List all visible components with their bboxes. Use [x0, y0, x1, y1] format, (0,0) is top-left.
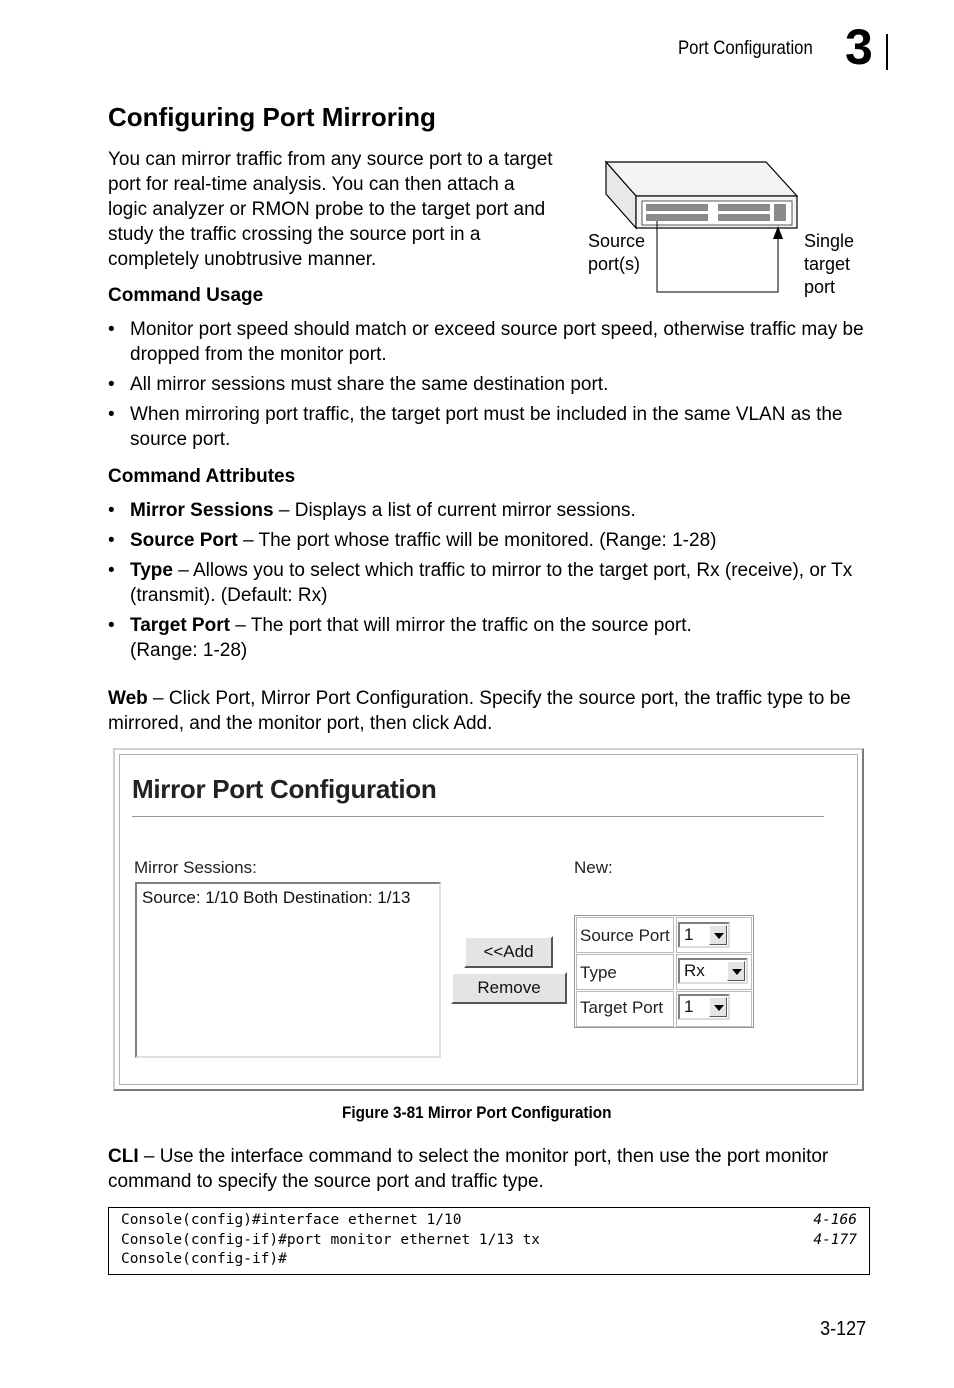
command-attributes-heading: Command Attributes	[108, 466, 296, 487]
chevron-down-icon[interactable]	[709, 997, 727, 1017]
type-label-cell: Type	[576, 954, 674, 990]
mirror-sessions-listbox[interactable]	[135, 882, 441, 1058]
chapter-divider	[886, 34, 888, 70]
list-item: • Source Port – The port whose traffic will be monitored. (Range: 1-28)	[108, 528, 868, 553]
web-paragraph: Web – Click Port, Mirror Port Configuration. Specify the source port, the traffic type to be mirrored, and the monitor port, then click Add.	[108, 688, 851, 734]
chevron-down-icon[interactable]	[727, 961, 745, 981]
cli-paragraph: CLI – Use the interface command to select the monitor port, then use the port monitor command to specify the source port and traffic type.	[108, 1146, 829, 1192]
code-line: Console(config-if)#	[121, 1251, 287, 1267]
code-block	[108, 1207, 870, 1275]
list-item: • Monitor port speed should match or exceed source port speed, otherwise traffic may be dropped from the monitor port.	[108, 317, 868, 367]
add-button[interactable]: <<Add	[464, 936, 553, 968]
list-item: • When mirroring port traffic, the target port must be included in the same VLAN as the source port.	[108, 402, 868, 452]
mirror-sessions-label: Mirror Sessions:	[134, 858, 257, 877]
running-header: Port Configuration	[678, 38, 813, 59]
code-line: Console(config-if)#port monitor ethernet 1/13 tx	[121, 1232, 541, 1248]
command-usage-list	[108, 317, 868, 457]
intro-paragraph: You can mirror traffic from any source port to a target port for real-time analysis. You can then attach a logic analyzer or RMON probe to the target port and study the traffic crossing the source port in a completely unobtrusive manner.	[108, 149, 553, 270]
target-port-label-cell: Target Port	[576, 991, 674, 1027]
figure-caption: Figure 3-81 Mirror Port Configuration	[342, 1103, 612, 1122]
list-item: • Mirror Sessions – Displays a list of current mirror sessions.	[108, 498, 868, 523]
source-port-label: Source port(s)	[588, 231, 646, 274]
switch-icon	[606, 162, 797, 228]
list-item: • Type – Allows you to select which traffic to mirror to the target port, Rx (receive), or Tx (transmit). (Default: Rx)	[108, 558, 868, 608]
section-title: Configuring Port Mirroring	[108, 102, 436, 132]
command-usage-heading: Command Usage	[108, 285, 264, 306]
new-label: New:	[574, 858, 613, 877]
chevron-down-icon[interactable]	[709, 925, 727, 945]
code-line: Console(config)#interface ethernet 1/10	[121, 1212, 462, 1228]
list-item: • Target Port – The port that will mirror the traffic on the source port. (Range: 1-28)	[108, 613, 868, 663]
chapter-number: 3	[845, 19, 873, 75]
list-item: • All mirror sessions must share the same destination port.	[108, 372, 868, 397]
target-port-label: Single target port	[804, 231, 855, 297]
remove-button[interactable]: Remove	[451, 972, 567, 1004]
source-port-label-cell: Source Port	[576, 917, 674, 953]
target-port-select[interactable]: 1	[678, 994, 730, 1020]
divider	[132, 816, 824, 818]
source-port-select[interactable]: 1	[678, 922, 730, 948]
switch-diagram	[600, 158, 800, 298]
type-select[interactable]: Rx	[678, 958, 748, 984]
page-number: 3-127	[819, 1318, 866, 1340]
page-reference: 4-177	[813, 1232, 857, 1248]
command-attributes-list	[108, 498, 868, 668]
screenshot-title: Mirror Port Configuration	[132, 774, 437, 804]
session-option[interactable]: Source: 1/10 Both Destination: 1/13	[142, 888, 411, 907]
page-reference: 4-166	[813, 1212, 857, 1228]
